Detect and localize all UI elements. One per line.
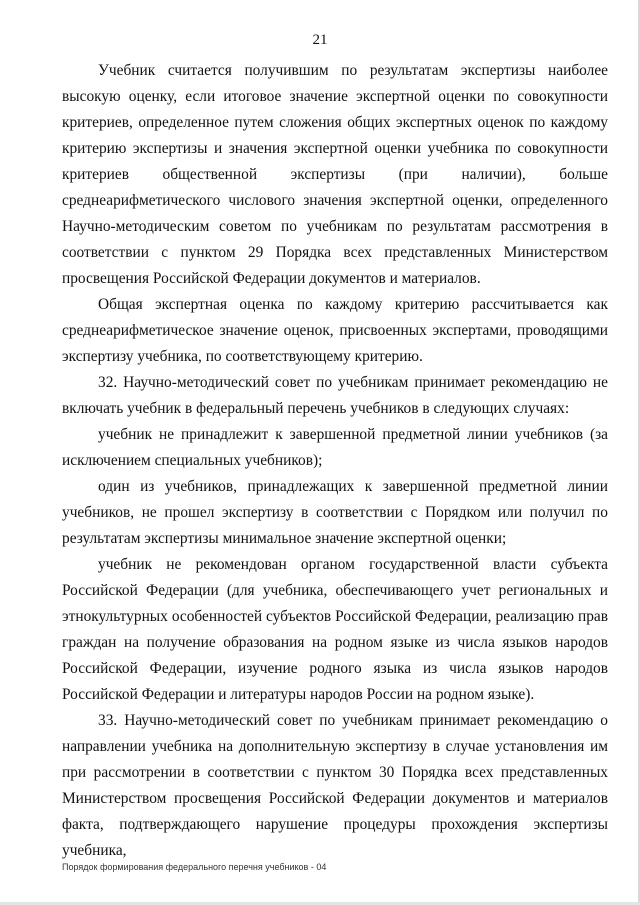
paragraph-overall-score: Общая экспертная оценка по каждому критерию рассчитывается как среднеарифметическое значение оценок, присвоенных экспертами, проводящими экспертизу учебника, по соответствующему критерию. (62, 296, 608, 365)
paragraph-highest-score: Учебник считается получившим по результатам экспертизы наиболее высокую оценку, если итоговое значение экспертной оценки по совокупности критериев, определенное путем сложения общих экспертных оценок по каждому критерию экспертизы и значения экспертной оценки учебника по совокупности критериев общественной экспертизы (при наличии), больше среднеарифметического числового значения экспертной оценки, определенного Научно-методическим советом по учебникам по результатам рассмотрения в соответствии с пунктом 29 Порядка всех представленных Министерством просвещения Российской Федерации документов и материалов. (62, 62, 608, 287)
paragraph-clause-32: 32. Научно-методический совет по учебникам принимает рекомендацию не включать учебник в федеральный перечень учебников в следующих случаях: (62, 374, 608, 417)
document-body (62, 58, 608, 864)
document-footer: Порядок формирования федерального перечня учебников - 04 (62, 862, 327, 872)
page-number: 21 (312, 32, 328, 48)
paragraph-case-failed-expertise: один из учебников, принадлежащих к завершенной предметной линии учебников, не прошел экспертизу в соответствии с Порядком или получил по результатам экспертизы минимальное значение экспертной оценки; (62, 478, 608, 547)
paragraph-case-incomplete-line: учебник не принадлежит к завершенной предметной линии учебников (за исключением специальных учебников); (62, 426, 608, 469)
paragraph-clause-33: 33. Научно-методический совет по учебникам принимает рекомендацию о направлении учебника на дополнительную экспертизу в случае установления им при рассмотрении в соответствии с пунктом 30 Порядка всех представленных Министерством просвещения Российской Федерации документов и материалов факта, подтверждающего нарушение процедуры прохождения экспертизы учебника, (62, 712, 608, 859)
paragraph-case-not-recommended: учебник не рекомендован органом государственной власти субъекта Российской Федерации (для учебника, обеспечивающего учет региональных и этнокультурных особенностей субъектов Российской Федерации, реализацию прав граждан на получение образования на родном языке из числа языков народов Российской Федерации, изучение родного языка из числа языков народов Российской Федерации и литературы народов России на родном языке). (62, 556, 608, 703)
